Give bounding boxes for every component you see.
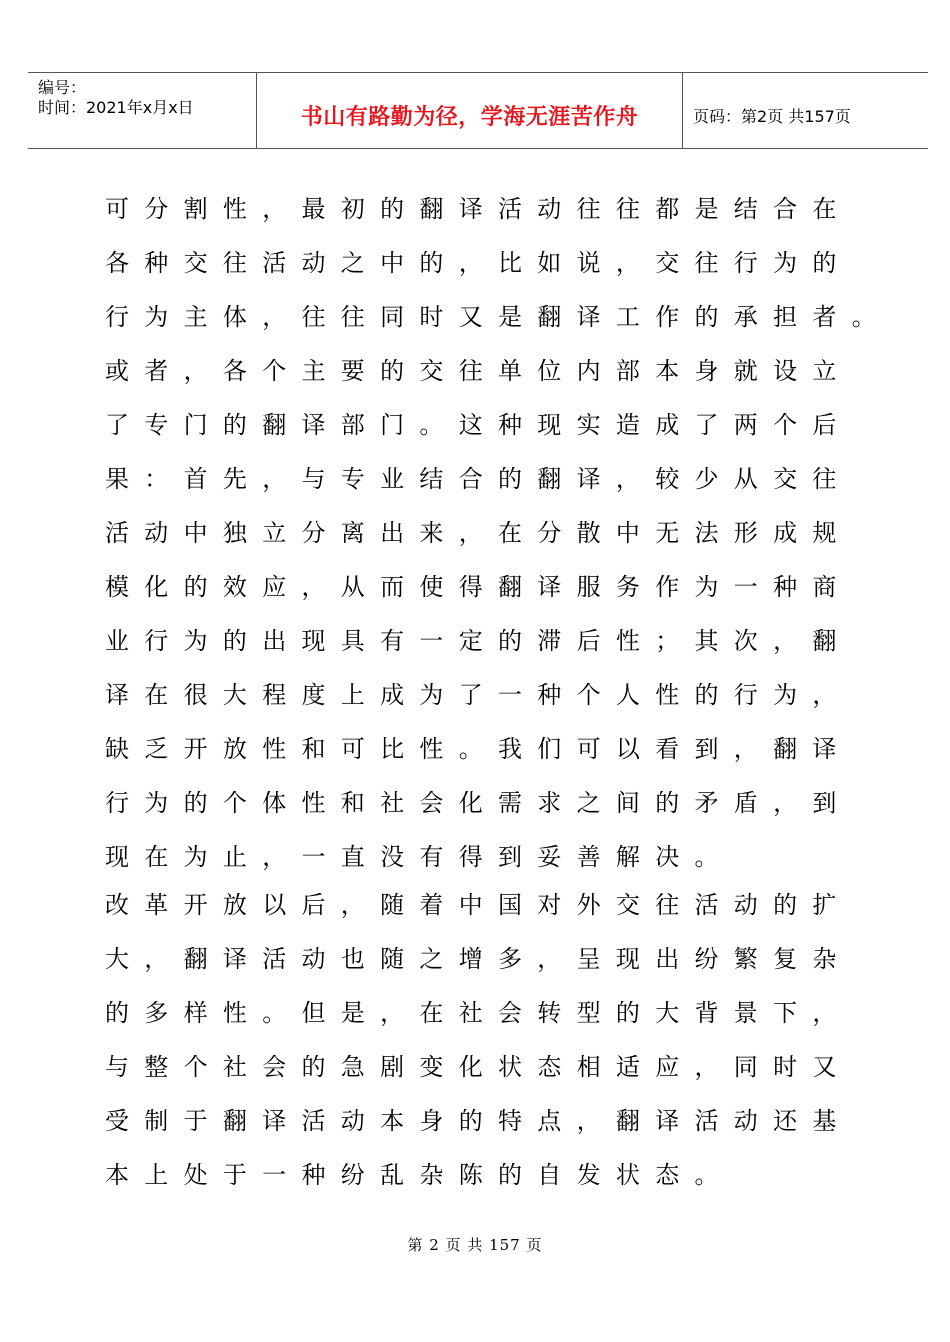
text-line: 本上处于一种纷乱杂陈的自发状态。 [105,1161,734,1189]
text-line: 行为主体，往往同时又是翻译工作的承担者。 [105,303,891,331]
header-page-info: 页码：第2页 共157页 [693,107,851,126]
text-line: 的多样性。但是，在社会转型的大背景下， [105,999,852,1027]
document-time-label: 时间：2021年x月x日 [38,98,194,117]
text-line: 活动中独立分离出来，在分散中无法形成规 [105,519,852,547]
page-footer: 第 2 页 共 157 页 [407,1236,543,1254]
header-motto-cell [257,73,683,148]
header-meta-cell [28,73,257,148]
text-line: 受制于翻译活动本身的特点，翻译活动还基 [105,1107,852,1135]
text-line: 业行为的出现具有一定的滞后性；其次，翻 [105,627,852,655]
document-number-label: 编号： [38,78,87,97]
text-line: 可分割性，最初的翻译活动往往都是结合在 [105,195,852,223]
text-line: 缺乏开放性和可比性。我们可以看到，翻译 [105,735,852,763]
text-line: 大，翻译活动也随之增多，呈现出纷繁复杂 [105,945,852,973]
header-motto: 书山有路勤为径，学海无涯苦作舟 [300,105,639,130]
text-line: 与整个社会的急剧变化状态相适应，同时又 [105,1053,852,1081]
text-line: 改革开放以后，随着中国对外交往活动的扩 [105,891,852,919]
header-page-cell [683,73,928,148]
text-line: 译在很大程度上成为了一种个人性的行为， [105,681,852,709]
text-line: 或者，各个主要的交往单位内部本身就设立 [105,357,852,385]
document-header [28,72,928,149]
body-text [105,190,891,1210]
text-line: 行为的个体性和社会化需求之间的矛盾，到 [105,789,852,817]
text-line: 各种交往活动之中的，比如说，交往行为的 [105,249,852,277]
text-line: 了专门的翻译部门。这种现实造成了两个后 [105,411,852,439]
text-line: 现在为止，一直没有得到妥善解决。 [105,843,734,871]
text-line: 果：首先，与专业结合的翻译，较少从交往 [105,465,852,493]
text-line: 模化的效应，从而使得翻译服务作为一种商 [105,573,852,601]
